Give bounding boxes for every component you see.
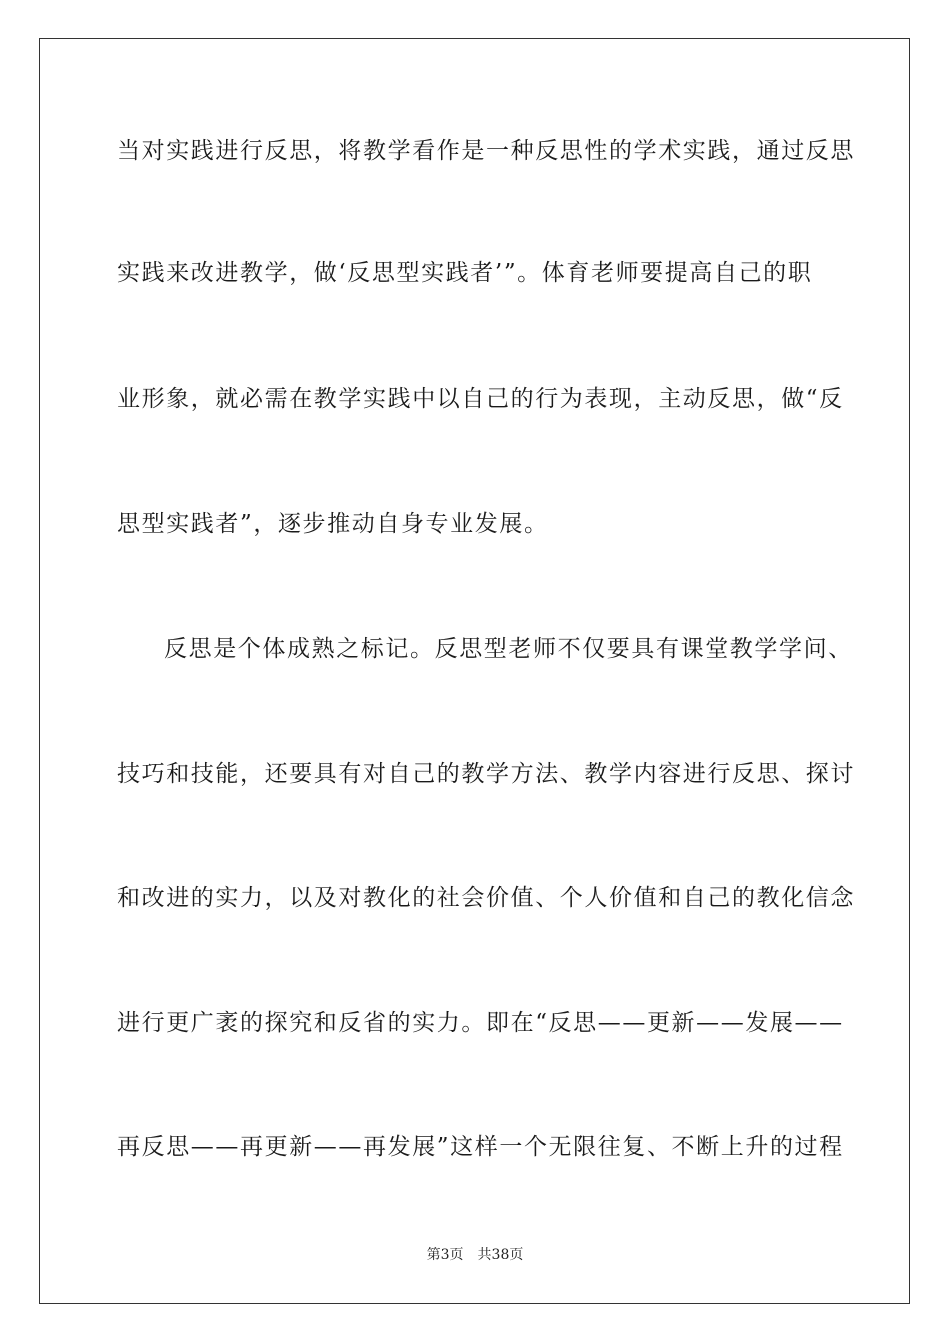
text-line: 思型实践者”，逐步推动自身专业发展。 [117,511,549,537]
text-line: 当对实践进行反思，将教学看作是一种反思性的学术实践，通过反思 [117,138,855,164]
page-number: 第3页 [426,1247,464,1263]
text-line: 技巧和技能，还要具有对自己的教学方法、教学内容进行反思、探讨 [117,761,855,787]
text-line: 实践来改进教学，做‘反思型实践者’”。体育老师要提高自己的职 [117,260,813,286]
paragraph-first-line: 反思是个体成熟之标记。反思型老师不仅要具有课堂教学学问、 [164,636,853,662]
text-line: 业形象，就必需在教学实践中以自己的行为表现，主动反思，做“反 [117,386,844,412]
page-border [39,38,910,1304]
total-pages: 共38页 [477,1247,524,1263]
page-footer [0,1246,950,1264]
text-line: 进行更广袤的探究和反省的实力。即在“反思——更新——发展—— [117,1010,844,1036]
text-line: 和改进的实力，以及对教化的社会价值、个人价值和自己的教化信念 [117,885,855,911]
text-line: 再反思——再更新——再发展”这样一个无限往复、不断上升的过程 [117,1134,844,1160]
